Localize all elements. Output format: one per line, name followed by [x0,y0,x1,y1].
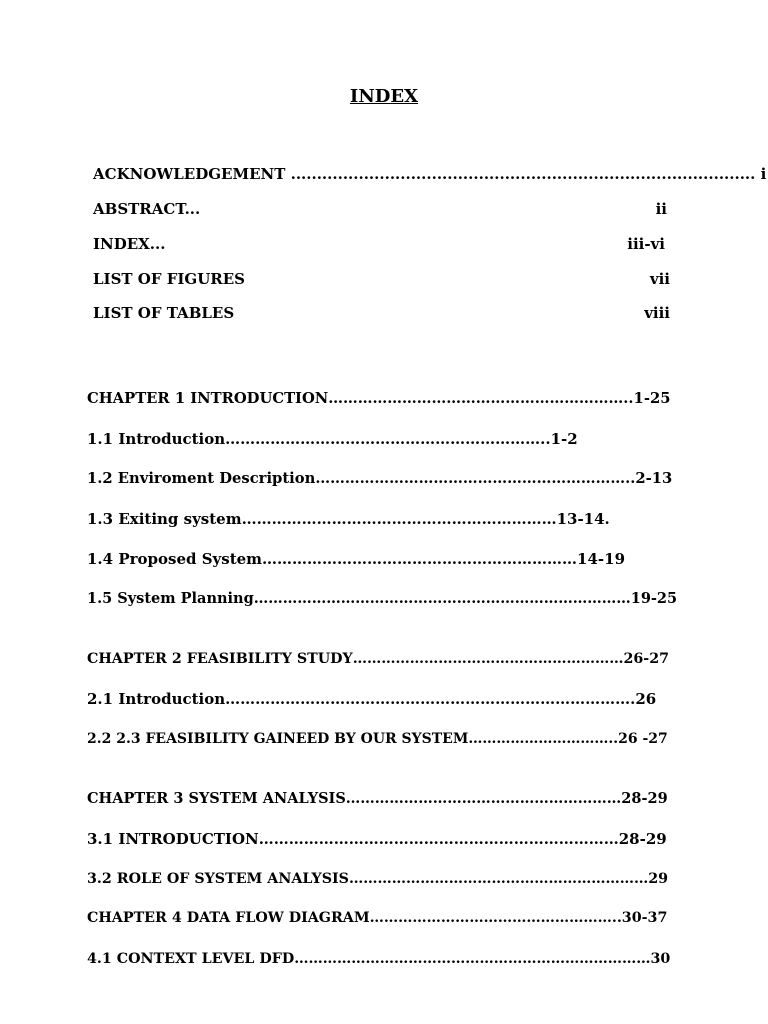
entry-page: vii [649,270,670,288]
entry-page: iii-vi [627,235,665,253]
entry-text: LIST OF FIGURES [93,270,246,288]
entry-text: INDEX... [93,235,166,253]
toc-entry: 1.5 System Planning……………………………………………………………………19-25 [87,590,678,607]
toc-entry: 3.2 ROLE OF SYSTEM ANALYSIS………………………………………………………29 [87,871,669,887]
entry-page: viii [644,304,670,322]
entry-text: LIST OF TABLES [93,304,235,322]
toc-entry: 2.2 2.3 FEASIBILITY GAINEED BY OUR SYSTEM…………………………..26 -27 [87,731,668,747]
toc-entry: 4.1 CONTEXT LEVEL DFD…………………………………………………………………30 [87,951,671,967]
toc-entry: CHAPTER 3 SYSTEM ANALYSIS…………………………………………………28-29 [87,790,668,807]
toc-entry: CHAPTER 4 DATA FLOW DIAGRAM……………………………………………..30-37 [87,910,668,926]
entry-text: ABSTRACT... [93,200,201,218]
toc-entry: 1.2 Enviroment Description………………………………………………………..2-13 [87,470,673,487]
toc-entry: 1.3 Exiting system………………………………………………………13-14. [87,510,610,528]
front-matter-row [93,199,670,219]
front-matter-row [93,303,670,323]
toc-entry: 1.4 Proposed System………………………………………………………14-19 [87,550,626,568]
front-matter-row [93,269,670,289]
front-matter-row [93,164,767,184]
front-matter-row [93,234,670,254]
entry-text: ACKNOWLEDGEMENT ......................................................................................... i [93,165,767,183]
toc-entry: 3.1 INTRODUCTION………………………………………………………………28-29 [87,830,667,848]
toc-entry: 1.1 Introduction………………………………………………………..1-2 [87,430,578,448]
toc-entry: 2.1 Introduction……………………………………………………………………….26 [87,690,657,708]
page-title: INDEX [349,86,419,107]
toc-entry: CHAPTER 1 INTRODUCTION……………………………………………………..1-25 [87,390,671,407]
entry-page: ii [655,200,667,218]
toc-entry: CHAPTER 2 FEASIBILITY STUDY…………………………………………………26-27 [87,651,670,667]
